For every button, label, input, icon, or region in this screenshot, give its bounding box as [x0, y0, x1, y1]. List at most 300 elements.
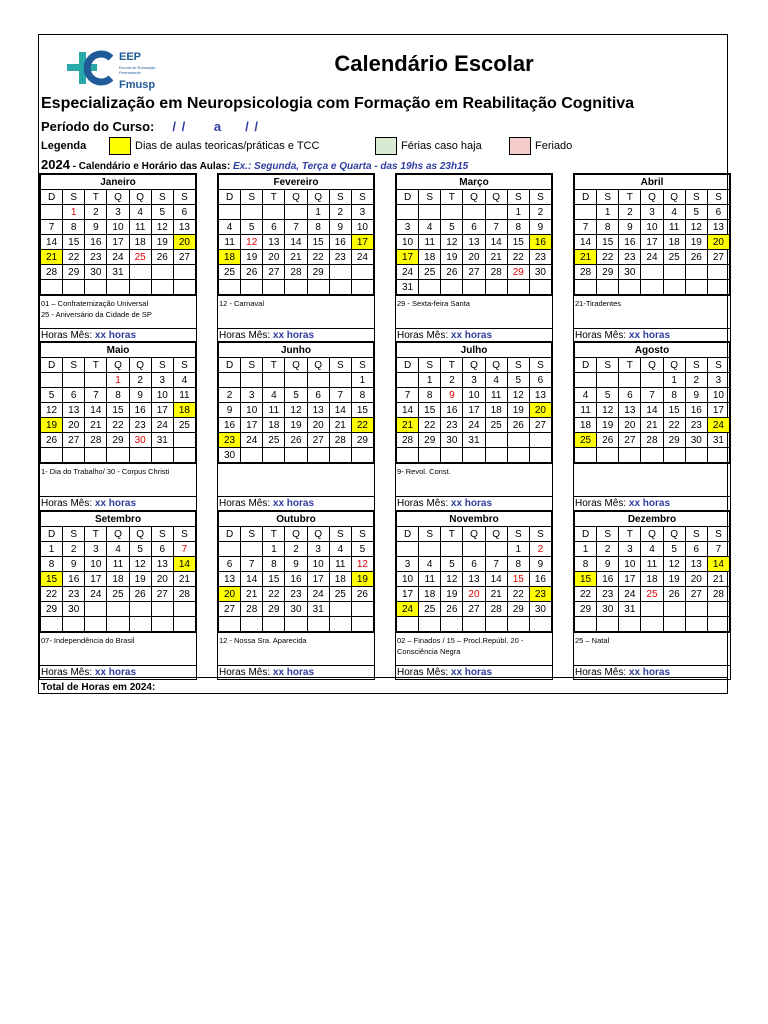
day-cell: 29	[263, 602, 285, 617]
day-cell: 31	[151, 433, 173, 448]
day-cell: 5	[351, 542, 373, 557]
day-cell	[263, 373, 285, 388]
day-cell	[663, 265, 685, 280]
hours-label: Horas Mês:	[575, 330, 627, 341]
day-cell	[219, 542, 241, 557]
weekday-header: Q	[285, 190, 307, 205]
day-cell: 7	[329, 388, 351, 403]
day-cell: 20	[263, 250, 285, 265]
day-cell: 19	[685, 235, 707, 250]
day-cell: 21	[575, 250, 597, 265]
day-cell	[663, 617, 685, 632]
day-cell	[307, 617, 329, 632]
hours-label: Horas Mês:	[575, 498, 627, 509]
hours-value: xx horas	[450, 667, 493, 678]
day-cell: 24	[241, 433, 263, 448]
weekday-header: Q	[641, 527, 663, 542]
weekday-header: S	[351, 358, 373, 373]
hours-label: Horas Mês:	[219, 330, 271, 341]
day-cell: 5	[129, 542, 151, 557]
day-cell	[463, 617, 485, 632]
day-cell: 5	[285, 388, 307, 403]
day-cell: 30	[529, 602, 551, 617]
day-cell: 17	[307, 572, 329, 587]
day-cell: 24	[151, 418, 173, 433]
day-cell	[41, 280, 63, 295]
day-cell: 14	[641, 403, 663, 418]
month-name: Abril	[575, 175, 730, 190]
day-cell	[641, 373, 663, 388]
day-cell: 12	[285, 403, 307, 418]
day-cell: 18	[129, 235, 151, 250]
day-cell: 28	[575, 265, 597, 280]
month-outubro	[217, 510, 375, 680]
day-cell: 25	[575, 433, 597, 448]
day-cell: 2	[63, 542, 85, 557]
day-cell: 3	[397, 557, 419, 572]
day-cell: 14	[485, 572, 507, 587]
day-cell: 17	[463, 403, 485, 418]
day-cell: 7	[485, 220, 507, 235]
day-cell	[63, 280, 85, 295]
weekday-header: Q	[285, 527, 307, 542]
day-cell: 11	[663, 220, 685, 235]
day-cell: 6	[63, 388, 85, 403]
day-cell	[219, 617, 241, 632]
day-cell	[307, 373, 329, 388]
hours-value: xx horas	[94, 330, 137, 341]
day-cell	[663, 602, 685, 617]
day-cell: 23	[285, 587, 307, 602]
month-name: Novembro	[397, 512, 552, 527]
weekday-header: T	[619, 527, 641, 542]
day-cell: 21	[397, 418, 419, 433]
total-hours-label: Total de Horas em 2024:	[41, 682, 156, 693]
day-cell	[619, 280, 641, 295]
day-cell	[151, 448, 173, 463]
month-fevereiro	[217, 173, 375, 343]
day-cell: 21	[485, 250, 507, 265]
month-dezembro	[573, 510, 731, 680]
month-hours	[574, 497, 730, 510]
holiday-note: 25 - Aniversário da Cidade de SP	[41, 310, 152, 319]
day-cell: 31	[107, 265, 129, 280]
day-cell	[397, 205, 419, 220]
day-cell	[663, 280, 685, 295]
weekday-header: S	[597, 358, 619, 373]
day-cell	[397, 448, 419, 463]
day-cell	[641, 448, 663, 463]
day-cell	[685, 602, 707, 617]
total-divider	[39, 677, 727, 678]
day-cell: 21	[241, 587, 263, 602]
day-cell	[641, 265, 663, 280]
weekday-header: D	[41, 527, 63, 542]
day-cell	[419, 205, 441, 220]
day-cell: 9	[329, 220, 351, 235]
day-cell: 29	[597, 265, 619, 280]
day-cell: 19	[441, 250, 463, 265]
day-cell: 29	[307, 265, 329, 280]
day-cell: 28	[41, 265, 63, 280]
day-cell: 30	[597, 602, 619, 617]
day-cell: 30	[529, 265, 551, 280]
day-cell	[441, 280, 463, 295]
day-cell: 4	[419, 557, 441, 572]
day-cell: 1	[663, 373, 685, 388]
day-cell: 28	[485, 265, 507, 280]
day-cell: 5	[685, 205, 707, 220]
weekday-header: Q	[129, 527, 151, 542]
day-cell	[85, 280, 107, 295]
legend	[41, 137, 721, 155]
weekday-header: S	[707, 358, 729, 373]
weekday-header: D	[397, 190, 419, 205]
day-cell: 14	[173, 557, 195, 572]
day-cell: 8	[351, 388, 373, 403]
day-cell: 10	[397, 235, 419, 250]
month-notes	[396, 463, 552, 497]
course-period	[41, 119, 259, 134]
logo-sub-text: Escola de Educação Permanente	[119, 65, 156, 75]
day-cell	[85, 448, 107, 463]
day-cell: 22	[597, 250, 619, 265]
month-name: Janeiro	[41, 175, 196, 190]
weekday-header: S	[507, 527, 529, 542]
weekday-header: S	[329, 190, 351, 205]
day-cell: 3	[641, 205, 663, 220]
weekday-header: D	[219, 527, 241, 542]
day-cell: 24	[641, 250, 663, 265]
day-cell	[151, 602, 173, 617]
day-cell: 15	[107, 403, 129, 418]
day-cell: 5	[597, 388, 619, 403]
day-cell: 12	[351, 557, 373, 572]
day-cell	[241, 448, 263, 463]
day-cell: 13	[263, 235, 285, 250]
day-cell: 25	[263, 433, 285, 448]
day-cell: 19	[507, 403, 529, 418]
day-cell	[329, 265, 351, 280]
day-cell: 6	[151, 542, 173, 557]
day-cell: 28	[173, 587, 195, 602]
hours-value: xx horas	[450, 498, 493, 509]
weekday-header: T	[85, 527, 107, 542]
day-cell: 27	[529, 418, 551, 433]
weekday-header: Q	[129, 358, 151, 373]
day-cell: 10	[85, 557, 107, 572]
day-cell: 11	[485, 388, 507, 403]
day-cell: 10	[107, 220, 129, 235]
day-cell: 4	[485, 373, 507, 388]
day-cell: 16	[219, 418, 241, 433]
day-cell: 23	[219, 433, 241, 448]
day-cell: 26	[685, 250, 707, 265]
weekday-header: S	[329, 527, 351, 542]
day-cell	[463, 205, 485, 220]
day-cell: 6	[307, 388, 329, 403]
weekday-header: T	[85, 358, 107, 373]
weekday-header: S	[597, 527, 619, 542]
month-notes	[574, 295, 730, 329]
day-cell: 25	[485, 418, 507, 433]
day-cell: 5	[151, 205, 173, 220]
month-name: Julho	[397, 343, 552, 358]
day-cell	[507, 280, 529, 295]
day-cell: 9	[441, 388, 463, 403]
day-cell: 21	[85, 418, 107, 433]
weekday-header: T	[441, 527, 463, 542]
logo-fmusp-text: Fmusp	[119, 79, 156, 91]
month-hours	[396, 497, 552, 510]
day-cell: 17	[707, 403, 729, 418]
day-cell: 26	[597, 433, 619, 448]
day-cell	[641, 280, 663, 295]
day-cell	[351, 617, 373, 632]
day-cell: 27	[151, 587, 173, 602]
weekday-header: S	[685, 527, 707, 542]
day-cell: 10	[351, 220, 373, 235]
day-cell: 19	[241, 250, 263, 265]
day-cell: 15	[263, 572, 285, 587]
month-name: Março	[397, 175, 552, 190]
day-cell	[441, 542, 463, 557]
weekday-header: D	[397, 358, 419, 373]
day-cell	[285, 373, 307, 388]
weekday-header: T	[441, 358, 463, 373]
day-cell: 5	[663, 542, 685, 557]
weekday-header: S	[151, 527, 173, 542]
weekday-header: S	[151, 190, 173, 205]
day-cell: 2	[285, 542, 307, 557]
day-cell: 5	[241, 220, 263, 235]
day-cell: 11	[263, 403, 285, 418]
day-cell: 22	[507, 587, 529, 602]
logo-eep-text: EEP	[119, 51, 142, 63]
day-cell: 8	[575, 557, 597, 572]
day-cell: 6	[529, 373, 551, 388]
day-cell: 13	[173, 220, 195, 235]
day-cell: 6	[685, 542, 707, 557]
day-cell: 3	[85, 542, 107, 557]
day-cell: 29	[63, 265, 85, 280]
weekday-header: Q	[641, 190, 663, 205]
day-cell	[485, 433, 507, 448]
legend-text-holiday: Feriado	[535, 140, 573, 152]
weekday-header: T	[619, 190, 641, 205]
hours-value: xx horas	[272, 667, 315, 678]
day-cell: 11	[173, 388, 195, 403]
day-cell	[707, 448, 729, 463]
day-cell: 12	[241, 235, 263, 250]
day-cell: 10	[307, 557, 329, 572]
day-cell	[641, 617, 663, 632]
weekday-header: S	[685, 190, 707, 205]
day-cell: 7	[641, 388, 663, 403]
hours-label: Horas Mês:	[41, 667, 93, 678]
day-cell: 5	[441, 557, 463, 572]
day-cell	[41, 617, 63, 632]
day-cell: 8	[507, 557, 529, 572]
day-cell: 8	[597, 220, 619, 235]
day-cell	[107, 448, 129, 463]
day-cell	[419, 448, 441, 463]
day-cell: 10	[641, 220, 663, 235]
day-cell	[329, 448, 351, 463]
day-cell: 15	[597, 235, 619, 250]
month-novembro	[395, 510, 553, 680]
hours-label: Horas Mês:	[41, 330, 93, 341]
weekday-header: S	[241, 358, 263, 373]
day-cell	[263, 448, 285, 463]
day-cell	[129, 448, 151, 463]
month-notes	[40, 463, 196, 497]
hours-label: Horas Mês:	[219, 498, 271, 509]
day-cell: 31	[707, 433, 729, 448]
hours-label: Horas Mês:	[575, 667, 627, 678]
day-cell: 13	[63, 403, 85, 418]
day-cell: 7	[575, 220, 597, 235]
day-cell: 26	[129, 587, 151, 602]
day-cell: 23	[129, 418, 151, 433]
day-cell: 26	[241, 265, 263, 280]
day-cell: 9	[63, 557, 85, 572]
day-cell: 28	[485, 602, 507, 617]
day-cell: 19	[441, 587, 463, 602]
day-cell: 29	[351, 433, 373, 448]
day-cell: 14	[485, 235, 507, 250]
day-cell: 20	[529, 403, 551, 418]
day-cell: 12	[597, 403, 619, 418]
day-cell	[397, 617, 419, 632]
day-cell: 16	[329, 235, 351, 250]
day-cell	[129, 602, 151, 617]
day-cell: 30	[85, 265, 107, 280]
day-cell	[707, 617, 729, 632]
day-cell: 26	[441, 265, 463, 280]
day-cell: 9	[529, 557, 551, 572]
day-cell: 8	[63, 220, 85, 235]
day-cell: 4	[219, 220, 241, 235]
day-cell	[329, 280, 351, 295]
day-cell	[173, 448, 195, 463]
day-cell: 1	[307, 205, 329, 220]
day-cell: 26	[663, 587, 685, 602]
month-name: Junho	[219, 343, 374, 358]
day-cell: 23	[63, 587, 85, 602]
day-cell	[575, 448, 597, 463]
day-cell: 20	[619, 418, 641, 433]
day-cell: 5	[507, 373, 529, 388]
day-cell: 16	[129, 403, 151, 418]
day-cell	[441, 205, 463, 220]
day-cell: 17	[241, 418, 263, 433]
day-cell: 7	[173, 542, 195, 557]
day-cell	[685, 448, 707, 463]
day-cell: 13	[707, 220, 729, 235]
day-cell: 16	[63, 572, 85, 587]
day-cell: 23	[529, 587, 551, 602]
day-cell: 23	[529, 250, 551, 265]
day-cell: 17	[351, 235, 373, 250]
day-cell	[419, 280, 441, 295]
legend-swatch-vacation	[375, 137, 397, 155]
holiday-note: 1- Dia do Trabalho/ 30 - Corpus Christi	[41, 467, 170, 476]
day-cell: 27	[707, 250, 729, 265]
day-cell: 20	[707, 235, 729, 250]
day-cell: 6	[707, 205, 729, 220]
day-cell: 3	[107, 205, 129, 220]
day-cell: 21	[329, 418, 351, 433]
day-cell: 14	[85, 403, 107, 418]
weekday-header: S	[241, 190, 263, 205]
day-cell	[351, 265, 373, 280]
day-cell	[597, 280, 619, 295]
day-cell: 17	[619, 572, 641, 587]
day-cell: 13	[151, 557, 173, 572]
day-cell: 23	[685, 418, 707, 433]
weekday-header: S	[419, 527, 441, 542]
day-cell: 1	[597, 205, 619, 220]
day-cell	[263, 205, 285, 220]
day-cell: 9	[619, 220, 641, 235]
holiday-note: 9- Revol. Const.	[397, 467, 451, 476]
day-cell: 27	[463, 265, 485, 280]
day-cell: 18	[263, 418, 285, 433]
day-cell: 8	[307, 220, 329, 235]
day-cell: 28	[285, 265, 307, 280]
day-cell: 3	[707, 373, 729, 388]
day-cell: 2	[219, 388, 241, 403]
day-cell	[575, 617, 597, 632]
day-cell: 30	[63, 602, 85, 617]
day-cell: 22	[107, 418, 129, 433]
day-cell: 10	[619, 557, 641, 572]
day-cell	[485, 280, 507, 295]
day-cell: 16	[597, 572, 619, 587]
day-cell	[463, 448, 485, 463]
day-cell	[529, 433, 551, 448]
day-cell: 29	[507, 602, 529, 617]
day-cell: 30	[441, 433, 463, 448]
day-cell: 30	[285, 602, 307, 617]
month-notes	[218, 632, 374, 666]
day-cell: 15	[575, 572, 597, 587]
day-cell: 13	[619, 403, 641, 418]
day-cell: 19	[151, 235, 173, 250]
hours-label: Horas Mês:	[397, 667, 449, 678]
weekday-header: S	[419, 358, 441, 373]
weekday-header: S	[173, 190, 195, 205]
weekday-header: T	[263, 527, 285, 542]
weekday-header: T	[263, 358, 285, 373]
day-cell: 3	[463, 373, 485, 388]
day-cell: 27	[219, 602, 241, 617]
day-cell	[463, 280, 485, 295]
day-cell: 11	[575, 403, 597, 418]
day-cell: 15	[419, 403, 441, 418]
day-cell: 12	[441, 572, 463, 587]
day-cell	[107, 280, 129, 295]
day-cell	[507, 448, 529, 463]
day-cell: 13	[307, 403, 329, 418]
day-cell: 24	[397, 265, 419, 280]
day-cell: 5	[41, 388, 63, 403]
day-cell: 2	[619, 205, 641, 220]
day-cell: 17	[641, 235, 663, 250]
day-cell: 28	[329, 433, 351, 448]
day-cell: 29	[41, 602, 63, 617]
